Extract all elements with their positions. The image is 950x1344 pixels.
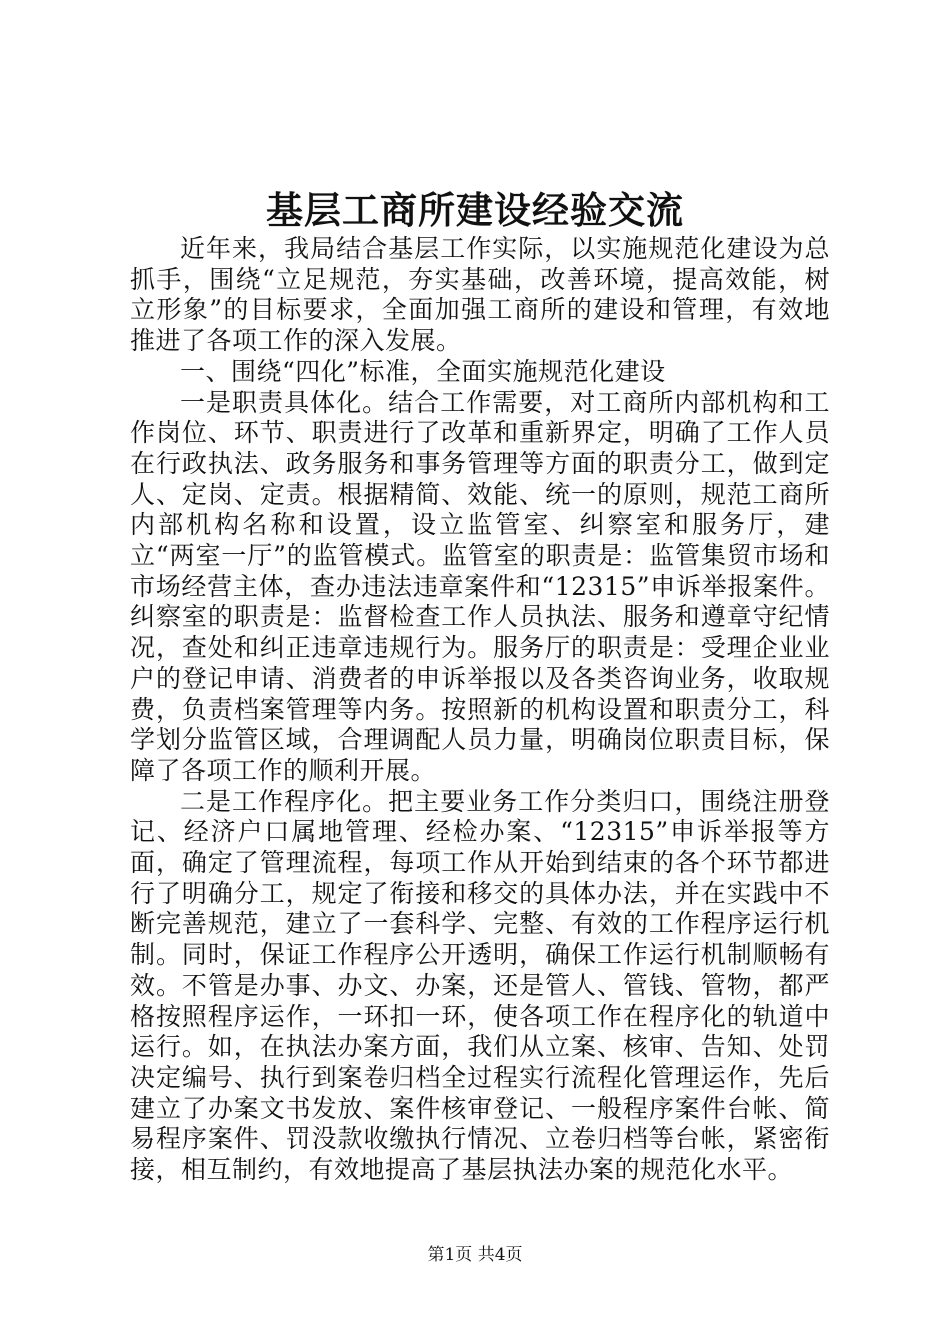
intro-paragraph: 近年来，我局结合基层工作实际，以实施规范化建设为总抓手，围绕“立足规范，夯实基础，改善环境，提高效能，树立形象”的目标要求，全面加强工商所的建设和管理，有效地推进了各项工作的深入发展。 <box>130 234 830 356</box>
document-title: 基层工商所建设经验交流 <box>266 188 684 232</box>
page-footer: 第1页 共4页 <box>427 1245 523 1265</box>
document-body <box>130 234 830 1186</box>
section-heading: 一、围绕“四化”标准，全面实施规范化建设 <box>180 356 666 386</box>
body-paragraph: 二是工作程序化。把主要业务工作分类归口，围绕注册登记、经济户口属地管理、经检办案、“12315”申诉举报等方面，确定了管理流程，每项工作从开始到结束的各个环节都进行了明确分工，规定了衔接和移交的具体办法，并在实践中不断完善规范，建立了一套科学、完整、有效的工作程序运行机制。同时，保证工作程序公开透明，确保工作运行机制顺畅有效。不管是办事、办文、办案，还是管人、管钱、管物，都严格按照程序运作，一环扣一环，使各项工作在程序化的轨道中运行。如，在执法办案方面，我们从立案、核审、告知、处罚决定编号、执行到案卷归档全过程实行流程化管理运作，先后建立了办案文书发放、案件核审登记、一般程序案件台帐、简易程序案件、罚没款收缴执行情况、立卷归档等台帐，紧密衔接，相互制约，有效地提高了基层执法办案的规范化水平。 <box>130 786 830 1185</box>
body-paragraph: 一是职责具体化。结合工作需要，对工商所内部机构和工作岗位、环节、职责进行了改革和重新界定，明确了工作人员在行政执法、政务服务和事务管理等方面的职责分工，做到定人、定岗、定责。根据精简、效能、统一的原则，规范工商所内部机构名称和设置，设立监管室、纠察室和服务厅，建立“两室一厅”的监管模式。监管室的职责是：监管集贸市场和市场经营主体，查办违法违章案件和“12315”申诉举报案件。纠察室的职责是：监督检查工作人员执法、服务和遵章守纪情况，查处和纠正违章违规行为。服务厅的职责是：受理企业业户的登记申请、消费者的申诉举报以及各类咨询业务，收取规费，负责档案管理等内务。按照新的机构设置和职责分工，科学划分监管区域，合理调配人员力量，明确岗位职责目标，保障了各项工作的顺利开展。 <box>130 387 830 785</box>
